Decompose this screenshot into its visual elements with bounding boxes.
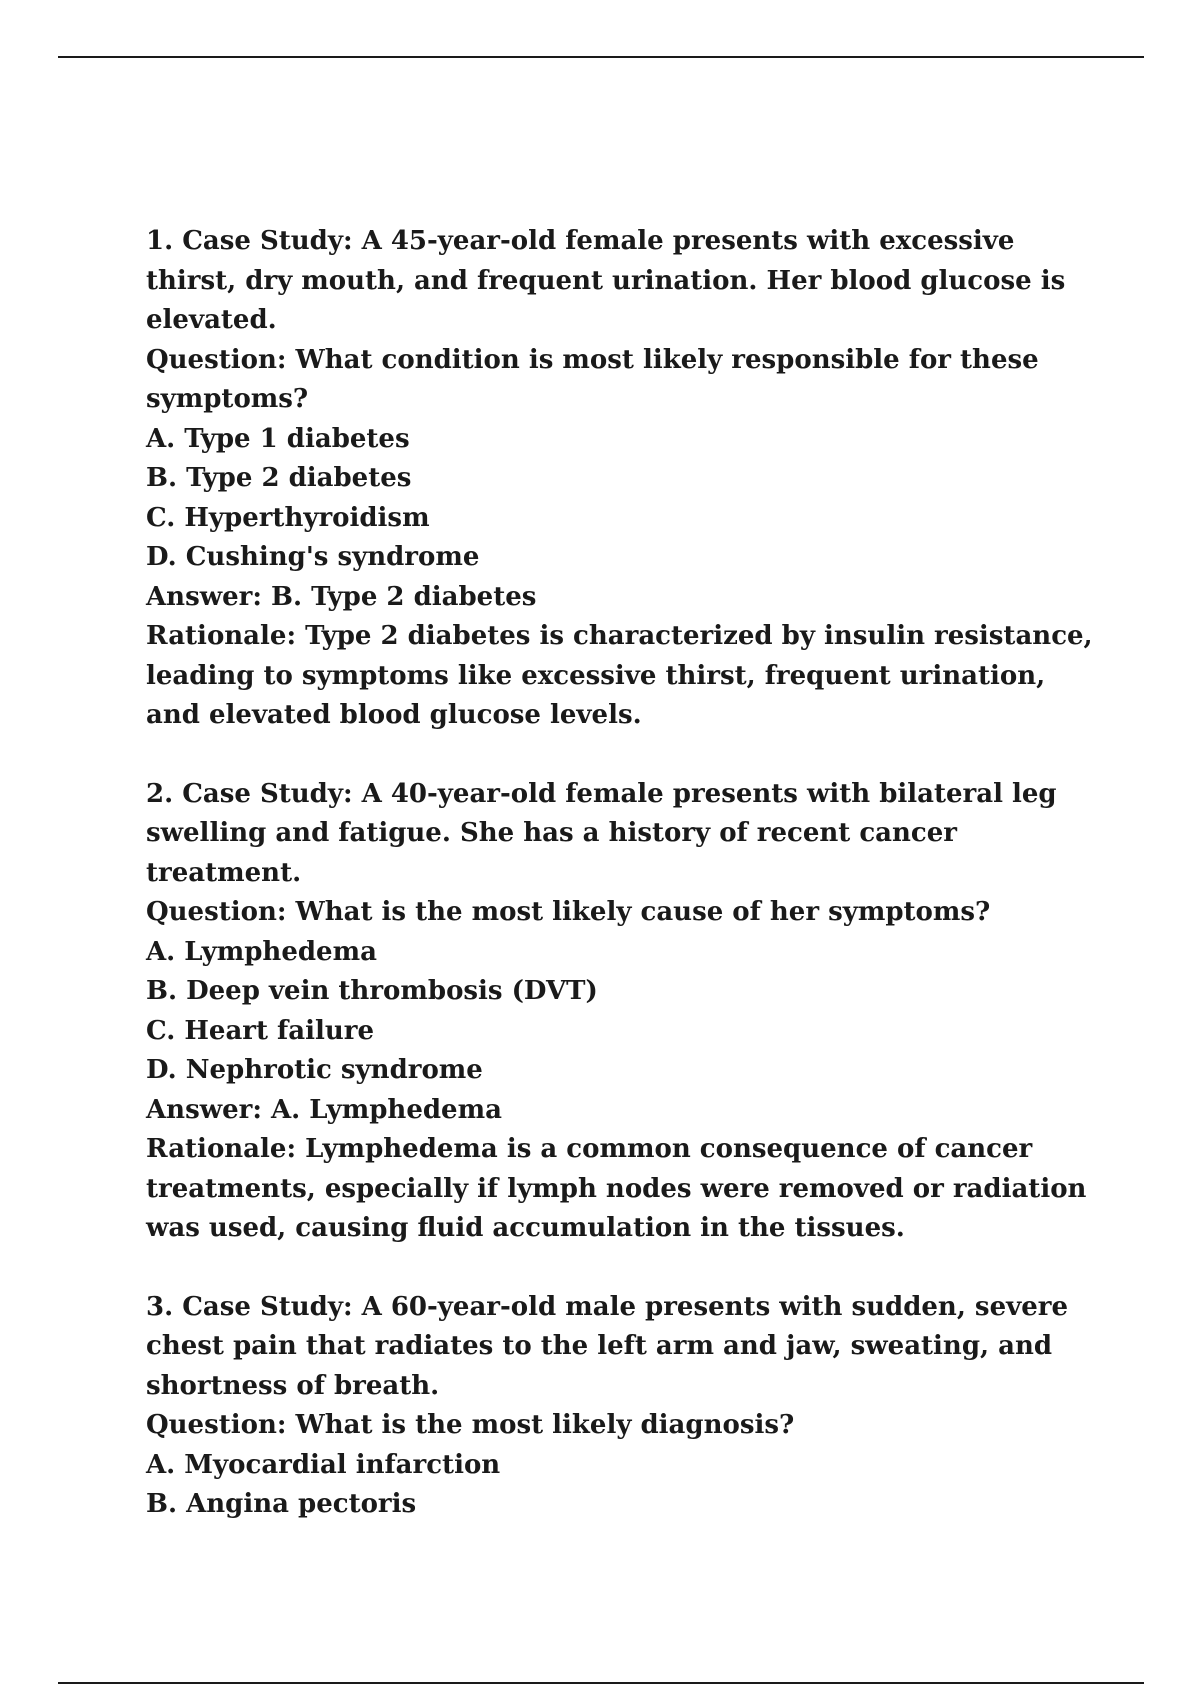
question-block-3	[146, 1288, 1106, 1525]
case-study-text: 1. Case Study: A 45-year-old female presents with excessive thirst, dry mouth, and frequent urination. Her blood glucose is elevated.	[146, 226, 1066, 335]
question-text: Question: What is the most likely cause of her symptoms?	[146, 897, 991, 927]
footer-rule	[58, 1682, 1144, 1684]
option-a: A. Lymphedema	[146, 936, 377, 967]
header-rule	[58, 56, 1144, 58]
option-b: B. Angina pectoris	[146, 1489, 417, 1519]
question-text: Question: What is the most likely diagnosis?	[146, 1410, 795, 1440]
answer-text: Answer: A. Lymphedema	[146, 1094, 502, 1125]
question-block-1	[146, 222, 1106, 736]
rationale-text: Rationale: Lymphedema is a common consequence of cancer treatments, especially if lymph nodes were removed or radiation was used, causing fluid accumulation in the tissues.	[146, 1134, 1087, 1243]
question-text: Question: What condition is most likely responsible for these symptoms?	[146, 344, 1039, 414]
document-body	[146, 222, 1106, 1564]
case-study-text: 3. Case Study: A 60-year-old male presents with sudden, severe chest pain that radiates to the left arm and jaw, sweating, and shortness of breath.	[146, 1291, 1068, 1401]
option-b: B. Type 2 diabetes	[146, 463, 412, 493]
rationale-text: Rationale: Type 2 diabetes is characterized by insulin resistance, leading to symptoms like excessive thirst, frequent urination, and elevated blood glucose levels.	[146, 621, 1093, 730]
answer-text: Answer: B. Type 2 diabetes	[146, 581, 537, 612]
option-d: D. Cushing's syndrome	[146, 542, 480, 572]
case-study-text: 2. Case Study: A 40-year-old female presents with bilateral leg swelling and fatigue. She has a history of recent cancer treatment.	[146, 778, 1057, 888]
option-b: B. Deep vein thrombosis (DVT)	[146, 976, 598, 1006]
option-a: A. Myocardial infarction	[146, 1449, 501, 1480]
option-c: C. Hyperthyroidism	[146, 502, 430, 533]
question-block-2	[146, 775, 1106, 1249]
option-c: C. Heart failure	[146, 1015, 374, 1046]
option-a: A. Type 1 diabetes	[146, 423, 410, 454]
option-d: D. Nephrotic syndrome	[146, 1055, 483, 1085]
